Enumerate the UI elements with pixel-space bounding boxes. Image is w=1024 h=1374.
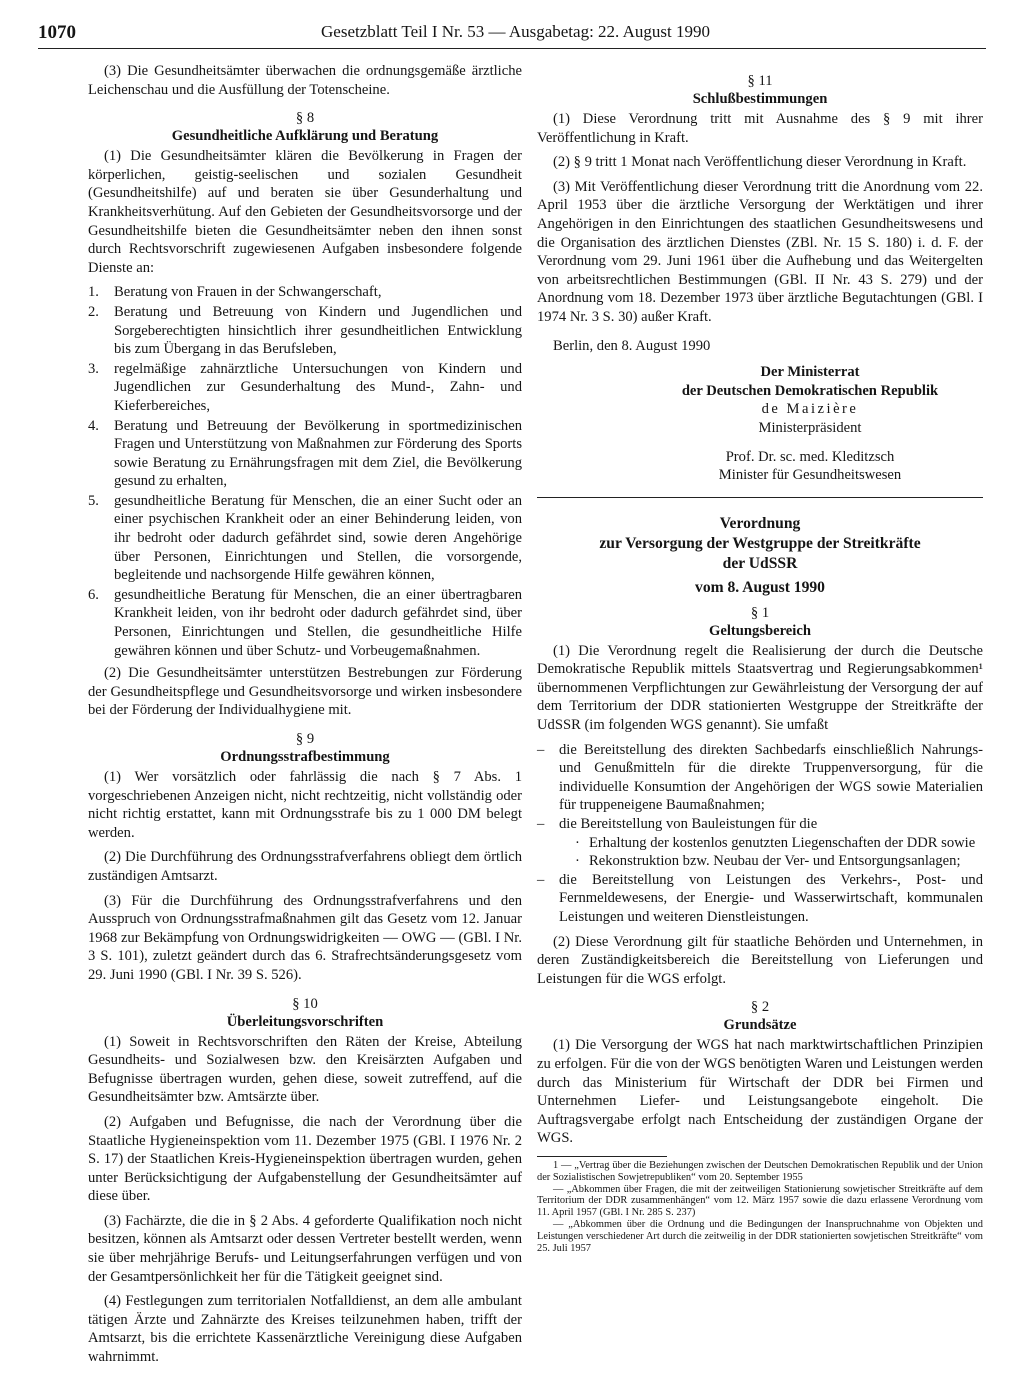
list-text: Beratung von Frauen in der Schwangerschaft, [114,284,382,301]
decree-date: vom 8. August 1990 [695,578,825,596]
list-item [88,283,522,302]
dot-marker: · [575,834,580,851]
list-text: Beratung und Betreuung der Bevölkerung in sportmedizinischen Fragen und Unterstützung von Maßnahmen zur Förderung des Sports sowie Beratung zu Ernährungsfragen mit dem Ziel, die Bevölkerung gesund zu erhalten, [114,417,522,490]
section-title: Grundsätze [723,1017,797,1034]
signatory-body: Der Ministerrat [760,364,860,381]
list-item [559,834,983,853]
section-number: § 1 [750,604,770,621]
paragraph: (1) Die Versorgung der WGS hat nach marktwirtschaftlichen Prinzipien zu erfolgen. Für die von der WGS benötigten Waren und Leistungen werden durch das Ministerium für Wirtschaft der DDR bei Firmen und Unternehmen Liefer- und Leistungsangebote eingeholt. Die Auftragsvergabe erfolgt nach Entscheidung der zuständigen Organe der WGS. [537,1037,983,1147]
decree-title: zur Versorgung der Westgruppe der Streitkräfte [599,534,921,552]
dash-marker: – [537,816,545,833]
dot-list [559,834,983,871]
list-item [559,852,983,871]
footnote: — „Abkommen über die Ordnung und die Bedingungen der Inanspruchnahme von Objekten und Leistungen verschiedener Art durch die zeitweilig in der DDR stationierten sowjetischen Streitkräfte“ vom 25. Juli 1957 [537,1218,983,1254]
section-title: Schlußbestimmungen [692,91,828,107]
list-item [537,741,983,815]
section-number: § 8 [295,110,315,127]
list-item [537,871,983,927]
footnote: — „Abkommen über Fragen, die mit der zeitweiligen Stationierung sowjetischer Streitkräfte auf dem Territorium der DDR zusammenhängen“ vom 12. März 1957 sowie die dazu erlassene Verordnung vom 11. April 1957 (GBl. I Nr. 285 S. 237) [537,1183,983,1219]
list-item [88,303,522,359]
place-date-line: Berlin, den 8. August 1990 [553,337,711,354]
footnote: 1 — „Vertrag über die Beziehungen zwischen der Deutschen Demokratischen Republik und der Union der Sozialistischen Sowjetrepubliken“ vom 20. September 1955 [537,1159,983,1183]
left-column [88,62,522,1373]
signatory-role: Ministerpräsident [758,419,862,436]
list-number: 2. [88,303,99,320]
list-item [88,417,522,491]
paragraph: (3) Die Gesundheitsämter überwachen die ordnungsgemäße ärztliche Leichenschau und die Ausfüllung der Totenscheine. [88,63,522,98]
signatory-name: Prof. Dr. sc. med. Kleditzsch [725,448,895,465]
paragraph: (1) Wer vorsätzlich oder fahrlässig die nach § 7 Abs. 1 vorgeschriebenen Anzeigen nicht, nicht rechtzeitig, nicht vollständig oder nicht richtig erstattet, kann mit Ordnungsstrafe bis zu 1 000 DM belegt werden. [88,769,522,841]
running-head: Gesetzblatt Teil I Nr. 53 — Ausgabetag: 22. August 1990 [321,22,710,41]
right-column [537,72,983,1254]
list-item [88,360,522,416]
list-text: Rekonstruktion bzw. Neubau der Ver- und Entsorgungsanlagen; [589,853,961,870]
signatory-body: der Deutschen Demokratischen Republik [681,382,939,399]
dash-marker: – [537,741,545,758]
section-divider [537,497,983,498]
list-item [88,586,522,660]
list-text: die Bereitstellung von Bauleistungen für die [559,816,818,833]
paragraph: (3) Fachärzte, die die in § 2 Abs. 4 geforderte Qualifikation noch nicht besitzen, können als Amtsarzt oder dessen Vertreter bestellt werden, wenn sie über mehrjährige Berufs- und Leitungserfahrungen verfügen und von der Gesamtpersönlichkeit her für die Tätigkeit geeignet sind. [88,1212,522,1285]
paragraph: (1) Die Verordnung regelt die Realisierung der durch die Deutsche Demokratische Republik mittels Staatsvertrag und Regierungsabkommen¹ übernommenen Verpflichtungen zur Gewährleistung der Versorgung der auf dem Territorium der DDR stationierten Westgruppe der Streitkräfte der UdSSR (im folgenden WGS genannt). Sie umfaßt [537,642,983,734]
dash-marker: – [537,871,545,888]
paragraph: (2) Die Gesundheitsämter unterstützen Bestrebungen zur Förderung der Gesundheitspflege und Gesundheitsvorsorge und wirken insbesondere bei der Förderung der Individualhygiene mit. [88,665,522,719]
section-number: § 10 [292,995,318,1012]
list-text: gesundheitliche Beratung für Menschen, die an einer übertragbaren Krankheit leiden, von ihr bedroht oder dadurch gefährdet sind, über Personen, Einrichtungen und Stellen, die gesundheitliche Hilfe gewähren können und über Schutz- und Vorbeugemaßnahmen. [114,586,522,659]
decree-title: der UdSSR [722,554,798,572]
footnote-rule [537,1156,667,1157]
signatory-role: Minister für Gesundheitswesen [718,467,902,484]
paragraph: (2) Die Durchführung des Ordnungsstrafverfahrens obliegt dem örtlich zuständigen Amtsarzt. [88,849,522,884]
section-title: Ordnungsstrafbestimmung [220,749,390,765]
section-number: § 9 [295,731,315,747]
list-item [88,492,522,585]
paragraph: (2) § 9 tritt 1 Monat nach Veröffentlichung dieser Verordnung in Kraft. [553,154,967,171]
paragraph: (4) Festlegungen zum territorialen Notfalldienst, an dem alle ambulant tätigen Ärzte und Zahnärzte des Kreises teilzunehmen haben, trifft der Amtsarzt, bis die errichtete Kassenärztliche Vereinigung diese Aufgaben wahrnimmt. [88,1293,522,1366]
paragraph: (3) Mit Veröffentlichung dieser Verordnung tritt die Anordnung vom 22. April 1953 über die ärztliche Versorgung der Werktätigen und ihrer Angehörigen in den Einrichtungen des staatlichen Gesundheitswesens und die Organisation des ärztlichen Dienstes (ZBl. Nr. 15 S. 180) i. d. F. der Verordnung vom 29. Juni 1961 über die Aufhebung und das Weitergelten von arbeitsrechtlichen Bestimmungen (GBl. II Nr. 43 S. 279) und der Anordnung vom 18. Dezember 1973 über ärztliche Begutachtungen (GBl. I 1974 Nr. 3 S. 30) außer Kraft. [537,178,983,325]
signatory-name-text: de Maizière [761,401,859,418]
list-number: 5. [88,492,99,509]
section-title: Geltungsbereich [709,622,811,639]
section-title: Gesundheitliche Aufklärung und Beratung [171,128,439,145]
paragraph: (1) Die Gesundheitsämter klären die Bevölkerung in Fragen der körperlichen, geistig-seelischen und sozialen Gesundheit (Gesundheitshilfe) auf und beraten sie über Gesunderhaltung und Krankheitsverhütung. Auf den Gebieten der Gesundheitsvorsorge und der Gesundheitshilfe bieten die Gesundheitsämter neben den ihnen sonst durch Rechtsvorschrift zugewiesenen Aufgaben insbesondere folgende Dienste an: [88,148,522,276]
decree-title: Verordnung [719,514,801,532]
section-number: § 11 [747,73,773,89]
page-header [38,18,986,49]
signatory-name [637,400,983,419]
list-text: die Bereitstellung des direkten Sachbedarfs einschließlich Nahrungs- und Genußmitteln für die direkte Truppenversorgung, für die individuelle Konsumtion der Angehörigen der WGS sowie Materialien für truppeneigene Baumaßnahmen; [559,741,983,814]
section-title: Überleitungsvorschriften [226,1013,384,1030]
paragraph: (1) Soweit in Rechtsvorschriften den Räten der Kreise, Abteilung Gesundheits- und Sozialwesen bzw. den Kreisärzten Aufgaben und Befugnisse übertragen wurden, gehen diese, soweit zutreffend, auf die Gesundheitsämter bzw. Amtsärzte über. [88,1033,522,1106]
page-number: 1070 [38,22,76,43]
list-number: 1. [88,284,99,301]
dash-list [537,741,983,927]
paragraph: (2) Diese Verordnung gilt für staatliche Behörden und Unternehmen, in deren Zuständigkeitsbereich die Bereitstellung von Lieferungen und Leistungen für die WGS erfolgt. [537,933,983,987]
paragraph: (3) Für die Durchführung des Ordnungsstrafverfahrens und den Ausspruch von Ordnungsstrafmaßnahmen gilt das Gesetz vom 12. Januar 1968 zur Bekämpfung von Ordnungswidrigkeiten — OWG — (GBl. I Nr. 3 S. 101), zuletzt geändert durch das 6. Strafrechtsänderungsgesetz vom 29. Juni 1990 (GBl. I Nr. 39 S. 526). [88,892,522,983]
list-text: Beratung und Betreuung von Kindern und Jugendlichen und Sorgeberechtigten hinsichtlich ihrer gesundheitlichen Entwicklung bis zum Übergang in das Berufsleben, [114,303,522,358]
numbered-list [88,283,522,660]
section-number: § 2 [750,999,770,1016]
paragraph: (1) Diese Verordnung tritt mit Ausnahme des § 9 mit ihrer Veröffentlichung in Kraft. [537,111,983,146]
paragraph: (2) Aufgaben und Befugnisse, die nach der Verordnung über die Staatliche Hygieneinspektion vom 11. Dezember 1975 (GBl. I 1976 Nr. 2 S. 17) der Staatlichen Kreis-Hygieneinspektion übertragen wurden, gehen unter Berücksichtigung der Aufgabenstellung der Gesundheitsämter auf diese über. [88,1113,522,1205]
list-text: regelmäßige zahnärztliche Untersuchungen von Kindern und Jugendlichen zur Gesunderhaltung des Mund-, Zahn- und Kieferbereiches, [114,360,522,414]
list-number: 4. [88,417,99,434]
list-number: 3. [88,360,99,377]
list-text: die Bereitstellung von Leistungen des Verkehrs-, Post- und Fernmeldewesens, der Energie- und Wasserwirtschaft, kommunalen Leistungen und weiteren Dienstleistungen. [559,871,983,925]
list-text: Erhaltung der kostenlos genutzten Liegenschaften der DDR sowie [589,834,976,851]
list-item [537,815,983,871]
dot-marker: · [575,853,580,870]
list-text: gesundheitliche Beratung für Menschen, die an einer Sucht oder an einer psychischen Krankheit oder an einer Behinderung leiden, von ihr bedroht oder dadurch gefährdet sind, sowie deren Angehörige über Personen, Einrichtungen und Stellen, die vorsorgende, begleitende und nachsorgende Hilfe gewähren können, [114,492,522,584]
list-number: 6. [88,586,99,603]
